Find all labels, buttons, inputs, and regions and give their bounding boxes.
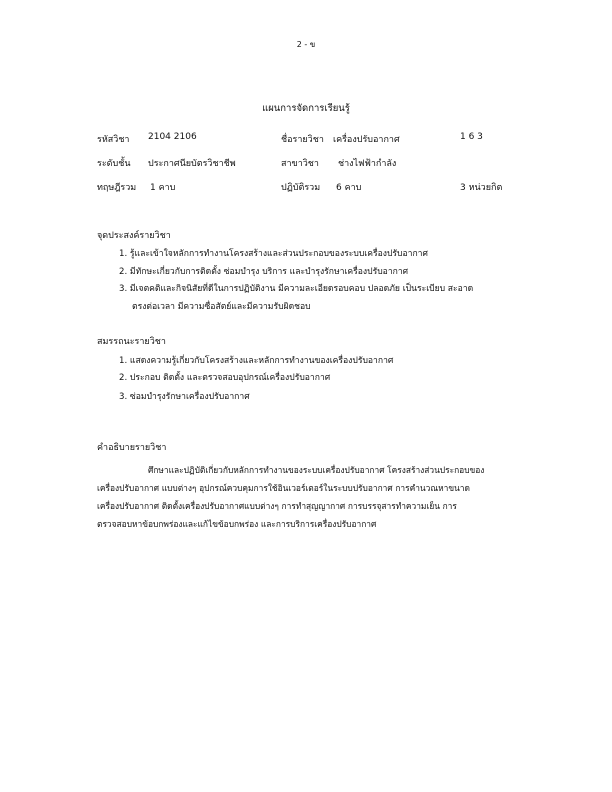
description-line: ตรวจสอบหาข้อบกพร่องและแก้ไขข้อบกพร่อง และการบริการเครื่องปรับอากาศ [97,519,377,529]
theory-hours-label: ทฤษฎีรวม [97,183,137,193]
level-label: ระดับชั้น [97,159,131,169]
field-value: ช่างไฟฟ้ากำลัง [338,159,397,169]
competency-item: 3. ซ่อมบำรุงรักษาเครื่องปรับอากาศ [119,392,250,402]
objective-item: 1. รู้และเข้าใจหลักการทำงานโครงสร้างและส่วนประกอบของระบบเครื่องปรับอากาศ [119,249,428,259]
document-title: แผนการจัดการเรียนรู้ [262,103,350,114]
objective-item: 3. มีเจตคติและกิจนิสัยที่ดีในการปฏิบัติงาน มีความละเอียดรอบคอบ ปลอดภัย เป็นระเบียบ สะอาด [119,284,474,294]
competency-item: 1. แสดงความรู้เกี่ยวกับโครงสร้างและหลักการทำงานของเครื่องปรับอากาศ [119,356,394,366]
competency-item: 2. ประกอบ ติดตั้ง และตรวจสอบอุปกรณ์เครื่องปรับอากาศ [119,373,331,383]
objective-item: 2. มีทักษะเกี่ยวกับการติดตั้ง ซ่อมบำรุง บริการ และบำรุงรักษาเครื่องปรับอากาศ [119,267,409,277]
field-label: สาขาวิชา [281,159,319,169]
course-name-value: เครื่องปรับอากาศ [333,135,400,145]
description-line: เครื่องปรับอากาศ ติดตั้งเครื่องปรับอากาศแบบต่างๆ การทำสุญญากาศ การบรรจุสารทำความเย็น การ [97,501,457,511]
description-line: ศึกษาและปฏิบัติเกี่ยวกับหลักการทำงานของระบบเครื่องปรับอากาศ โครงสร้างส่วนประกอบของ [148,465,485,475]
competencies-heading: สมรรถนะรายวิชา [97,337,166,347]
objectives-heading: จุดประสงค์รายวิชา [97,231,171,241]
course-code-value: 2104 2106 [148,132,197,142]
credit-structure-value: 1 6 3 [460,132,483,142]
course-code-label: รหัสวิชา [97,135,130,145]
theory-hours-value: 1 คาบ [150,183,176,193]
page-number: 2 - ข [296,40,316,49]
level-value: ประกาศนียบัตรวิชาชีพ [148,159,236,169]
credit-units-value: 3 หน่วยกิต [460,183,503,193]
practice-hours-label: ปฏิบัติรวม [281,183,321,193]
description-line: เครื่องปรับอากาศ แบบต่างๆ อุปกรณ์ควบคุมการใช้อินเวอร์เตอร์ในระบบปรับอากาศ การคำนวณหาขนาด [97,483,470,493]
description-heading: คำอธิบายรายวิชา [97,443,167,453]
objective-item-continuation: ตรงต่อเวลา มีความซื่อสัตย์และมีความรับผิดชอบ [132,302,311,312]
course-name-label: ชื่อรายวิชา [281,135,324,145]
practice-hours-value: 6 คาบ [336,183,362,193]
